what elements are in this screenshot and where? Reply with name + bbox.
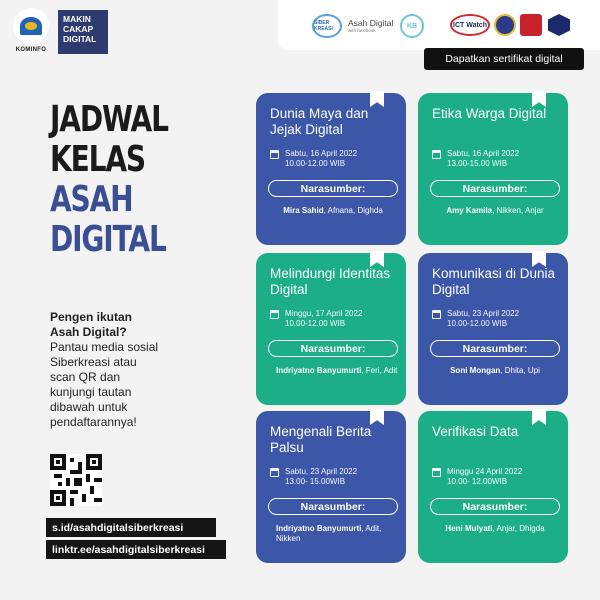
calendar-icon	[270, 468, 279, 477]
lead-speaker: Heni Mulyati	[445, 524, 493, 533]
class-card	[256, 93, 406, 245]
partner-red-badge-icon	[520, 14, 542, 36]
calendar-icon	[432, 150, 441, 159]
class-day: Sabtu, 16 April 2022	[447, 149, 520, 158]
other-speakers: , Adit, Nikken	[276, 524, 382, 543]
university-seal-icon	[494, 14, 516, 36]
kominfo-emblem-icon	[13, 8, 49, 44]
bookmark-icon	[370, 91, 384, 107]
bookmark-icon	[370, 251, 384, 267]
class-day: Minggu, 17 April 2022	[285, 309, 363, 318]
class-speakers	[432, 524, 558, 534]
asah-digital-logo	[348, 14, 398, 36]
narasumber-label: Narasumber:	[268, 180, 398, 197]
class-speakers	[276, 366, 402, 376]
registration-link-sid[interactable]: s.id/asahdigitalsiberkreasi	[46, 518, 216, 537]
class-day: Sabtu, 16 April 2022	[285, 149, 358, 158]
calendar-icon	[270, 150, 279, 159]
ict-watch-logo: ICT Watch	[450, 14, 490, 36]
other-speakers: , Nikken, Anjar	[492, 206, 544, 215]
class-speakers	[276, 524, 402, 544]
lead-speaker: Soni Mongan	[450, 366, 501, 375]
class-day: Sabtu, 23 April 2022	[447, 309, 520, 318]
class-time: 13.00- 15.00WIB	[285, 477, 346, 486]
class-schedule	[270, 467, 357, 487]
class-title: Melindungi Identitas Digital	[270, 266, 391, 297]
page-title	[50, 100, 168, 260]
class-time: 13.00-15.00 WIB	[447, 159, 508, 168]
asah-digital-label: Asah Digital	[348, 17, 394, 28]
narasumber-label: Narasumber:	[430, 498, 560, 515]
siberkreasi-logo: SIBER KREASI	[312, 14, 342, 38]
class-title: Etika Warga Digital	[432, 106, 547, 121]
class-day: Sabtu, 23 April 2022	[285, 467, 358, 476]
lead-speaker: Mira Sahid	[283, 206, 324, 215]
partner-shield-icon	[548, 14, 570, 36]
class-schedule	[270, 149, 357, 169]
class-schedule	[432, 309, 519, 329]
asah-digital-sub: with facebook	[348, 27, 376, 33]
class-card	[418, 93, 568, 245]
class-speakers	[432, 206, 558, 216]
class-day: Minggu 24 April 2022	[447, 467, 523, 476]
bookmark-icon	[370, 409, 384, 425]
class-speakers	[432, 366, 558, 376]
makin-cakap-digital-logo: MAKIN CAKAP DIGITAL	[58, 10, 108, 54]
bookmark-icon	[532, 91, 546, 107]
other-speakers: , Afnana, Dighda	[323, 206, 383, 215]
other-speakers: , Anjar, Dhigda	[492, 524, 545, 533]
class-schedule	[270, 309, 362, 329]
calendar-icon	[432, 468, 441, 477]
class-time: 10.00- 12.00WIB	[447, 477, 508, 486]
partner-logos-bar	[278, 0, 600, 50]
narasumber-label: Narasumber:	[430, 180, 560, 197]
qr-code[interactable]	[50, 454, 102, 506]
lead-speaker: Amy Kamila	[446, 206, 493, 215]
class-card	[418, 253, 568, 405]
class-time: 10.00-12.00 WIB	[285, 159, 346, 168]
title-line-2: KELAS	[50, 139, 145, 180]
class-card	[256, 411, 406, 563]
class-schedule	[432, 467, 522, 487]
class-card	[418, 411, 568, 563]
class-time: 10.00-12.00 WIB	[285, 319, 346, 328]
class-title: Dunia Maya dan Jejak Digital	[270, 106, 369, 137]
kb-logo: KB	[400, 14, 424, 38]
class-title: Komunikasi di Dunia Digital	[432, 266, 556, 297]
promo-body: Pantau media sosial Siberkreasi atau scan QR dan kunjungi tautan dibawah untuk pendaftarannya!	[50, 340, 159, 429]
class-schedule	[432, 149, 519, 169]
other-speakers: , Feri, Adit	[361, 366, 398, 375]
class-title: Mengenali Berita Palsu	[270, 424, 372, 455]
promo-text	[50, 310, 160, 430]
lead-speaker: Indriyatno Banyumurti	[276, 524, 362, 533]
kominfo-label: KOMINFO	[15, 47, 47, 53]
title-line-1: JADWAL	[50, 99, 168, 140]
class-card	[256, 253, 406, 405]
promo-question: Pengen ikutan Asah Digital?	[50, 310, 133, 339]
calendar-icon	[270, 310, 279, 319]
class-speakers	[270, 206, 396, 216]
kominfo-logo	[8, 8, 54, 60]
narasumber-label: Narasumber:	[268, 340, 398, 357]
certificate-banner: Dapatkan sertifikat digital	[424, 48, 584, 70]
calendar-icon	[432, 310, 441, 319]
lead-speaker: Indriyatno Banyumurti	[276, 366, 362, 375]
other-speakers: , Dhita, Upi	[500, 366, 540, 375]
registration-link-linktree[interactable]: linktr.ee/asahdigitalsiberkreasi	[46, 540, 226, 559]
title-line-4: DIGITAL	[50, 219, 166, 260]
class-time: 10.00-12.00 WIB	[447, 319, 508, 328]
class-title: Verifikasi Data	[432, 424, 519, 439]
bookmark-icon	[532, 251, 546, 267]
narasumber-label: Narasumber:	[268, 498, 398, 515]
title-line-3: ASAH	[50, 179, 133, 220]
bookmark-icon	[532, 409, 546, 425]
narasumber-label: Narasumber:	[430, 340, 560, 357]
